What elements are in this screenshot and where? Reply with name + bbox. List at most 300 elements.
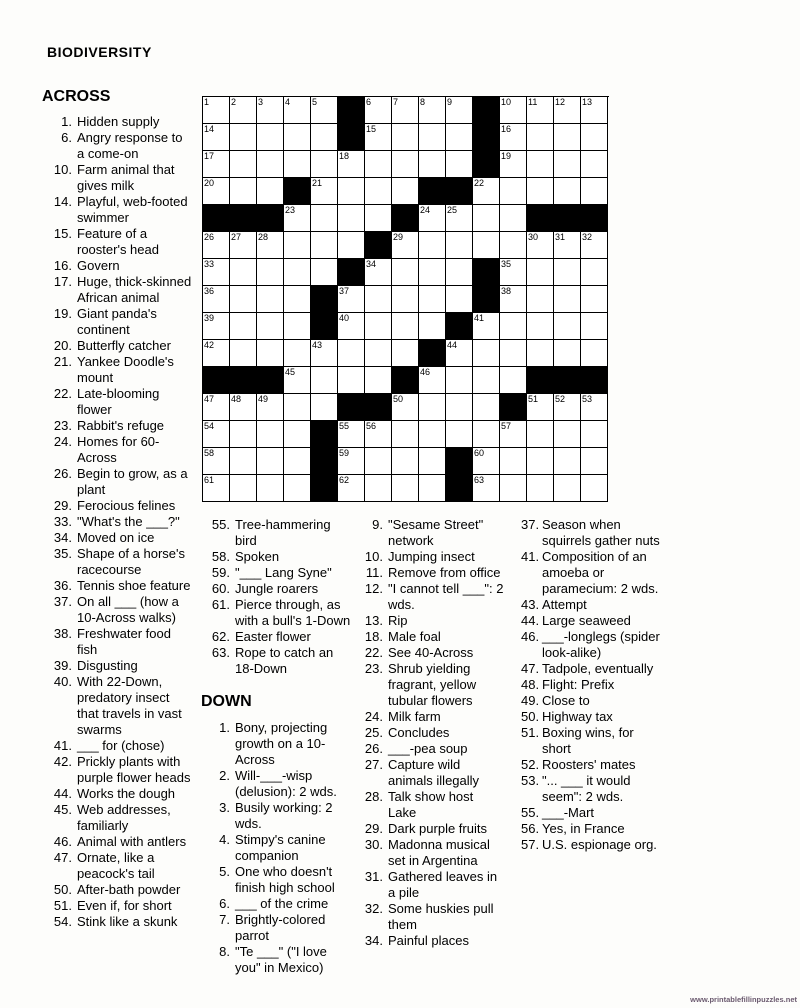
cell-number: 35 <box>501 259 512 269</box>
cell-number: 4 <box>285 97 291 107</box>
cell-number: 60 <box>474 448 485 458</box>
grid-cell[interactable] <box>365 421 392 448</box>
grid-cell[interactable] <box>446 286 473 313</box>
grid-cell[interactable] <box>365 286 392 313</box>
clue-text: "What's the ___?" <box>77 514 180 529</box>
grid-cell[interactable] <box>284 232 311 259</box>
clue-item <box>521 805 661 821</box>
grid-cell[interactable] <box>581 232 608 259</box>
grid-cell[interactable] <box>284 124 311 151</box>
clue-text: Huge, thick-skinned African animal <box>77 274 192 305</box>
clue-text: Angry response to a come-on <box>77 130 183 161</box>
grid-cell[interactable] <box>284 448 311 475</box>
grid-cell[interactable] <box>365 313 392 340</box>
grid-cell[interactable] <box>230 286 257 313</box>
clue-number: 53. <box>521 773 540 788</box>
clue-item <box>521 693 661 709</box>
grid-cell[interactable] <box>419 124 446 151</box>
grid-cell-black <box>338 97 365 124</box>
grid-cell[interactable] <box>311 259 338 286</box>
grid-cell[interactable] <box>554 448 581 475</box>
grid-cell[interactable] <box>257 313 284 340</box>
grid-cell[interactable] <box>284 421 311 448</box>
grid-cell[interactable] <box>581 340 608 367</box>
grid-cell[interactable] <box>473 232 500 259</box>
grid-cell[interactable] <box>419 475 446 502</box>
clue-number: 62. <box>211 629 230 644</box>
grid-cell[interactable] <box>581 259 608 286</box>
grid-cell[interactable] <box>554 124 581 151</box>
down-clue-list-3 <box>521 517 661 853</box>
grid-cell[interactable] <box>527 232 554 259</box>
clue-text: With 22-Down, predatory insect that travels in vast swarms <box>77 674 182 737</box>
grid-cell[interactable] <box>473 178 500 205</box>
clue-number: 33. <box>53 514 72 529</box>
grid-cell[interactable] <box>446 232 473 259</box>
grid-cell[interactable] <box>365 151 392 178</box>
clue-item <box>205 720 355 768</box>
grid-cell[interactable] <box>230 448 257 475</box>
grid-cell[interactable] <box>419 394 446 421</box>
grid-cell[interactable] <box>392 286 419 313</box>
grid-cell[interactable] <box>203 394 230 421</box>
clue-text: Ornate, like a peacock's tail <box>77 850 155 881</box>
clue-item <box>363 789 504 821</box>
puzzle-title: BIODIVERSITY <box>47 44 152 60</box>
grid-cell[interactable] <box>311 151 338 178</box>
clue-item <box>521 517 661 549</box>
clue-text: Bony, projecting growth on a 10-Across <box>235 720 328 767</box>
down-clue-list-2 <box>363 517 504 949</box>
grid-cell[interactable] <box>446 367 473 394</box>
clue-item <box>44 274 192 306</box>
grid-cell[interactable] <box>446 151 473 178</box>
grid-cell[interactable] <box>338 475 365 502</box>
clue-number: 37. <box>521 517 540 532</box>
cell-number: 50 <box>393 394 404 404</box>
clue-number: 50. <box>521 709 540 724</box>
grid-cell[interactable] <box>230 475 257 502</box>
grid-cell[interactable] <box>392 313 419 340</box>
grid-cell[interactable] <box>554 313 581 340</box>
grid-cell[interactable] <box>257 232 284 259</box>
grid-cell[interactable] <box>338 205 365 232</box>
grid-cell[interactable] <box>230 151 257 178</box>
clue-item <box>363 869 504 901</box>
clue-item <box>363 933 504 949</box>
grid-cell[interactable] <box>527 286 554 313</box>
grid-cell[interactable] <box>230 259 257 286</box>
grid-cell[interactable] <box>419 367 446 394</box>
grid-cell[interactable] <box>554 259 581 286</box>
grid-cell[interactable] <box>500 232 527 259</box>
grid-cell[interactable] <box>500 97 527 124</box>
cell-number: 48 <box>231 394 242 404</box>
grid-cell[interactable] <box>500 205 527 232</box>
grid-cell-black <box>473 151 500 178</box>
grid-cell[interactable] <box>554 178 581 205</box>
clue-text: Feature of a rooster's head <box>77 226 159 257</box>
grid-cell[interactable] <box>554 151 581 178</box>
grid-cell[interactable] <box>311 205 338 232</box>
grid-cell[interactable] <box>257 286 284 313</box>
clue-text: Male foal <box>388 629 441 644</box>
grid-cell[interactable] <box>419 97 446 124</box>
grid-cell[interactable] <box>527 124 554 151</box>
grid-cell[interactable] <box>230 124 257 151</box>
grid-cell[interactable] <box>527 421 554 448</box>
clue-number: 48. <box>521 677 540 692</box>
grid-cell[interactable] <box>500 475 527 502</box>
grid-cell[interactable] <box>527 178 554 205</box>
clue-text: One who doesn't finish high school <box>235 864 335 895</box>
grid-cell[interactable] <box>230 340 257 367</box>
grid-cell[interactable] <box>419 421 446 448</box>
grid-cell[interactable] <box>284 205 311 232</box>
clue-item <box>44 914 192 930</box>
grid-cell[interactable] <box>554 340 581 367</box>
grid-cell[interactable] <box>311 124 338 151</box>
grid-cell[interactable] <box>284 367 311 394</box>
clue-item <box>44 386 192 418</box>
grid-cell[interactable] <box>446 394 473 421</box>
grid-cell-black <box>311 421 338 448</box>
grid-cell[interactable] <box>284 475 311 502</box>
grid-cell[interactable] <box>500 340 527 367</box>
clue-text: ___-pea soup <box>388 741 468 756</box>
grid-cell[interactable] <box>284 151 311 178</box>
grid-cell[interactable] <box>392 124 419 151</box>
clue-text: Begin to grow, as a plant <box>77 466 188 497</box>
grid-cell[interactable] <box>392 97 419 124</box>
grid-cell[interactable] <box>284 340 311 367</box>
grid-cell[interactable] <box>365 448 392 475</box>
grid-cell[interactable] <box>554 232 581 259</box>
grid-cell[interactable] <box>257 178 284 205</box>
clue-number: 25. <box>364 725 383 740</box>
grid-cell[interactable] <box>230 313 257 340</box>
grid-cell[interactable] <box>203 340 230 367</box>
grid-cell[interactable] <box>392 448 419 475</box>
clue-text: After-bath powder <box>77 882 181 897</box>
grid-cell[interactable] <box>446 124 473 151</box>
clue-item <box>363 757 504 789</box>
clue-number: 16. <box>53 258 72 273</box>
grid-cell[interactable] <box>527 394 554 421</box>
grid-cell[interactable] <box>311 367 338 394</box>
cell-number: 13 <box>582 97 593 107</box>
grid-cell[interactable] <box>203 421 230 448</box>
clue-number: 42. <box>53 754 72 769</box>
grid-cell[interactable] <box>203 97 230 124</box>
grid-cell[interactable] <box>257 448 284 475</box>
cell-number: 30 <box>528 232 539 242</box>
grid-cell[interactable] <box>500 151 527 178</box>
clue-item <box>44 754 192 786</box>
grid-cell[interactable] <box>257 259 284 286</box>
grid-cell[interactable] <box>419 205 446 232</box>
grid-cell[interactable] <box>203 178 230 205</box>
grid-cell[interactable] <box>203 475 230 502</box>
grid-cell[interactable] <box>581 151 608 178</box>
clue-text: Large seaweed <box>542 613 631 628</box>
grid-cell[interactable] <box>500 367 527 394</box>
grid-cell[interactable] <box>203 313 230 340</box>
grid-cell[interactable] <box>392 421 419 448</box>
grid-cell[interactable] <box>500 421 527 448</box>
grid-cell[interactable] <box>311 340 338 367</box>
grid-cell[interactable] <box>554 475 581 502</box>
clue-item <box>205 912 355 944</box>
grid-cell-black <box>257 205 284 232</box>
clue-text: Yes, in France <box>542 821 625 836</box>
grid-cell[interactable] <box>230 421 257 448</box>
clue-number: 6. <box>219 896 230 911</box>
clue-number: 19. <box>53 306 72 321</box>
clue-item <box>44 258 192 274</box>
grid-cell[interactable] <box>581 178 608 205</box>
clue-item <box>205 565 355 581</box>
grid-cell[interactable] <box>419 151 446 178</box>
grid-cell[interactable] <box>419 259 446 286</box>
grid-cell[interactable] <box>527 97 554 124</box>
clue-number: 29. <box>53 498 72 513</box>
grid-cell[interactable] <box>473 475 500 502</box>
grid-cell[interactable] <box>500 448 527 475</box>
cell-number: 43 <box>312 340 323 350</box>
clue-item <box>44 226 192 258</box>
clue-item <box>44 834 192 850</box>
clue-number: 51. <box>521 725 540 740</box>
grid-cell[interactable] <box>581 421 608 448</box>
grid-cell[interactable] <box>338 286 365 313</box>
grid-cell[interactable] <box>284 97 311 124</box>
grid-cell[interactable] <box>365 367 392 394</box>
grid-cell[interactable] <box>365 475 392 502</box>
grid-cell[interactable] <box>311 178 338 205</box>
grid-cell[interactable] <box>365 97 392 124</box>
grid-cell[interactable] <box>554 97 581 124</box>
grid-cell[interactable] <box>338 367 365 394</box>
grid-cell[interactable] <box>581 394 608 421</box>
cell-number: 20 <box>204 178 215 188</box>
grid-cell[interactable] <box>446 340 473 367</box>
clue-number: 43. <box>521 597 540 612</box>
cell-number: 26 <box>204 232 215 242</box>
grid-cell[interactable] <box>284 259 311 286</box>
clue-item <box>44 594 192 626</box>
grid-cell[interactable] <box>527 313 554 340</box>
down-header: DOWN <box>201 693 252 710</box>
grid-cell[interactable] <box>473 448 500 475</box>
clue-number: 23. <box>53 418 72 433</box>
grid-cell[interactable] <box>338 421 365 448</box>
cell-number: 56 <box>366 421 377 431</box>
grid-cell-black <box>554 367 581 394</box>
grid-cell[interactable] <box>338 448 365 475</box>
grid-cell[interactable] <box>203 124 230 151</box>
grid-cell[interactable] <box>473 421 500 448</box>
grid-cell[interactable] <box>419 286 446 313</box>
grid-cell[interactable] <box>392 232 419 259</box>
grid-cell[interactable] <box>473 367 500 394</box>
grid-cell[interactable] <box>230 178 257 205</box>
clue-number: 6. <box>61 130 72 145</box>
clue-text: Composition of an amoeba or paramecium: 2 wds. <box>542 549 659 596</box>
grid-cell-black <box>338 394 365 421</box>
grid-cell[interactable] <box>203 151 230 178</box>
clue-number: 8. <box>219 944 230 959</box>
grid-cell[interactable] <box>473 313 500 340</box>
clue-item <box>363 565 504 581</box>
clue-text: Boxing wins, for short <box>542 725 634 756</box>
grid-cell[interactable] <box>230 394 257 421</box>
grid-cell[interactable] <box>203 259 230 286</box>
grid-cell-black <box>473 259 500 286</box>
grid-cell[interactable] <box>365 340 392 367</box>
cell-number: 29 <box>393 232 404 242</box>
clue-item <box>205 517 355 549</box>
grid-cell[interactable] <box>257 340 284 367</box>
cell-number: 47 <box>204 394 215 404</box>
grid-cell[interactable] <box>392 475 419 502</box>
clue-text: Season when squirrels gather nuts <box>542 517 660 548</box>
grid-cell[interactable] <box>392 178 419 205</box>
grid-cell[interactable] <box>392 340 419 367</box>
grid-cell[interactable] <box>446 421 473 448</box>
grid-cell[interactable] <box>581 475 608 502</box>
grid-cell[interactable] <box>284 286 311 313</box>
grid-cell[interactable] <box>581 448 608 475</box>
grid-cell-black <box>365 232 392 259</box>
grid-cell[interactable] <box>257 475 284 502</box>
clue-text: ___ for (chose) <box>77 738 165 753</box>
clue-text: Freshwater food fish <box>77 626 171 657</box>
grid-cell[interactable] <box>446 97 473 124</box>
grid-cell[interactable] <box>500 178 527 205</box>
grid-cell[interactable] <box>527 151 554 178</box>
clue-number: 46. <box>53 834 72 849</box>
clue-text: Tree-hammering bird <box>235 517 331 548</box>
grid-cell[interactable] <box>338 313 365 340</box>
grid-cell[interactable] <box>230 232 257 259</box>
clue-item <box>521 725 661 757</box>
clue-text: Highway tax <box>542 709 613 724</box>
grid-cell[interactable] <box>581 286 608 313</box>
grid-cell[interactable] <box>527 448 554 475</box>
grid-cell[interactable] <box>554 394 581 421</box>
grid-cell[interactable] <box>311 97 338 124</box>
grid-cell[interactable] <box>500 259 527 286</box>
cell-number: 18 <box>339 151 350 161</box>
cell-number: 55 <box>339 421 350 431</box>
cell-number: 7 <box>393 97 399 107</box>
grid-cell[interactable] <box>311 232 338 259</box>
grid-cell[interactable] <box>257 124 284 151</box>
grid-cell[interactable] <box>527 259 554 286</box>
grid-cell[interactable] <box>203 286 230 313</box>
grid-cell[interactable] <box>365 178 392 205</box>
grid-cell[interactable] <box>473 205 500 232</box>
grid-cell[interactable] <box>284 313 311 340</box>
clue-text: Tennis shoe feature <box>77 578 191 593</box>
clue-number: 41. <box>53 738 72 753</box>
grid-cell[interactable] <box>581 313 608 340</box>
clue-text: Ferocious felines <box>77 498 176 513</box>
grid-cell[interactable] <box>203 232 230 259</box>
grid-cell[interactable] <box>500 286 527 313</box>
grid-cell[interactable] <box>446 205 473 232</box>
grid-cell-black <box>365 394 392 421</box>
grid-cell[interactable] <box>500 124 527 151</box>
grid-cell[interactable] <box>365 205 392 232</box>
grid-cell[interactable] <box>392 394 419 421</box>
clue-number: 47. <box>53 850 72 865</box>
grid-cell[interactable] <box>392 151 419 178</box>
grid-cell[interactable] <box>527 340 554 367</box>
clue-number: 29. <box>364 821 383 836</box>
clue-number: 10. <box>53 162 72 177</box>
clue-item <box>205 581 355 597</box>
grid-cell[interactable] <box>500 313 527 340</box>
grid-cell[interactable] <box>365 124 392 151</box>
grid-cell[interactable] <box>473 340 500 367</box>
cell-number: 36 <box>204 286 215 296</box>
grid-cell[interactable] <box>257 97 284 124</box>
grid-cell-black <box>203 205 230 232</box>
clue-number: 21. <box>53 354 72 369</box>
grid-cell[interactable] <box>554 421 581 448</box>
cell-number: 9 <box>447 97 453 107</box>
cell-number: 44 <box>447 340 458 350</box>
grid-cell[interactable] <box>338 232 365 259</box>
grid-cell[interactable] <box>338 178 365 205</box>
grid-cell-black <box>446 313 473 340</box>
clue-number: 56. <box>521 821 540 836</box>
grid-cell[interactable] <box>230 97 257 124</box>
clue-item <box>44 802 192 834</box>
grid-cell[interactable] <box>311 394 338 421</box>
clue-number: 61. <box>211 597 230 612</box>
grid-cell[interactable] <box>257 394 284 421</box>
grid-cell[interactable] <box>554 286 581 313</box>
clue-number: 34. <box>53 530 72 545</box>
grid-cell[interactable] <box>419 448 446 475</box>
grid-cell[interactable] <box>392 259 419 286</box>
clue-number: 30. <box>364 837 383 852</box>
clue-number: 24. <box>364 709 383 724</box>
grid-cell[interactable] <box>338 151 365 178</box>
grid-cell[interactable] <box>581 124 608 151</box>
grid-cell[interactable] <box>527 475 554 502</box>
grid-cell[interactable] <box>419 313 446 340</box>
grid-cell[interactable] <box>581 97 608 124</box>
clue-item <box>521 549 661 597</box>
grid-cell[interactable] <box>257 421 284 448</box>
clue-text: Flight: Prefix <box>542 677 615 692</box>
grid-cell[interactable] <box>365 259 392 286</box>
grid-cell[interactable] <box>284 394 311 421</box>
grid-cell[interactable] <box>473 394 500 421</box>
grid-cell[interactable] <box>446 259 473 286</box>
clue-item <box>44 466 192 498</box>
clue-text: Jumping insect <box>388 549 475 564</box>
grid-cell[interactable] <box>419 232 446 259</box>
grid-cell[interactable] <box>203 448 230 475</box>
grid-cell[interactable] <box>257 151 284 178</box>
clue-number: 17. <box>53 274 72 289</box>
grid-cell[interactable] <box>338 340 365 367</box>
